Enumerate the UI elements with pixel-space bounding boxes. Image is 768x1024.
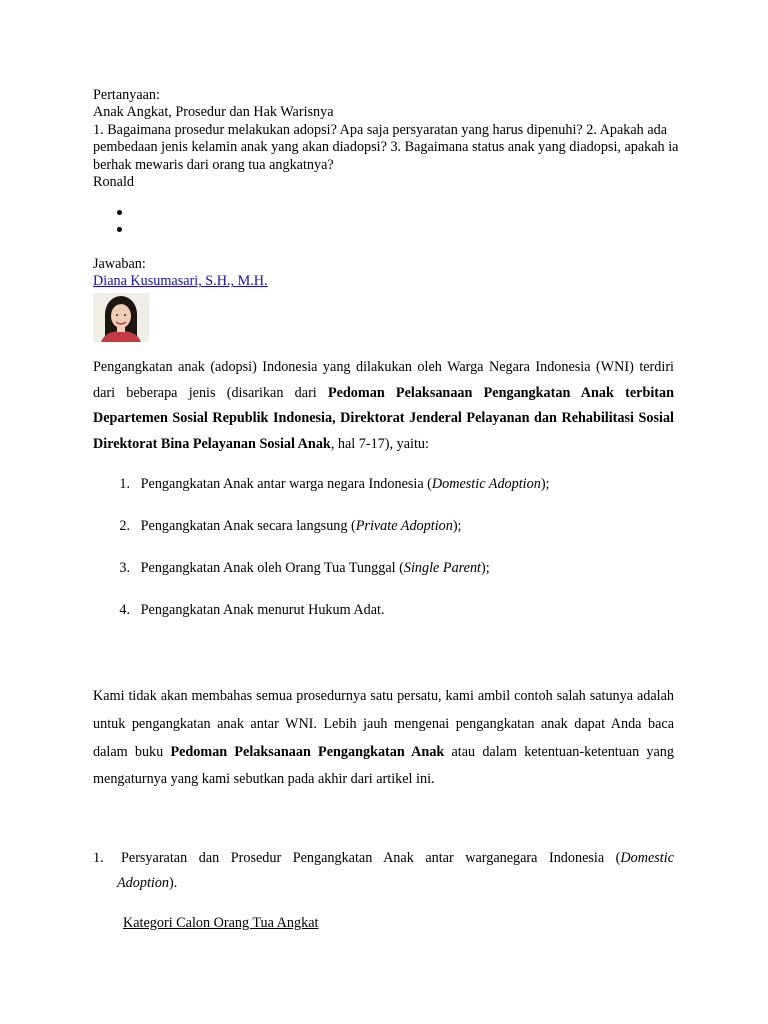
list-item: 3. Pengangkatan Anak oleh Orang Tua Tunggal (Single Parent); <box>119 560 490 576</box>
intro-text-end: , hal 7-17), yaitu: <box>330 435 429 452</box>
intro-text: Pengangkatan anak (adopsi) Indonesia yang dilakukan oleh Warga Negara Indonesia (WNI) terdiri dari beberapa jenis (disarikan dari <box>93 359 674 401</box>
adoption-types-list <box>93 474 674 642</box>
list-item: 4. Pengangkatan Anak menurut Hukum Adat. <box>119 602 385 618</box>
question-title: Anak Angkat, Prosedur dan Hak Warisnya <box>93 104 334 121</box>
answer-block <box>93 256 268 291</box>
question-block <box>93 87 683 191</box>
list-item: 2. Pengangkatan Anak secara langsung (Private Adoption); <box>119 518 462 534</box>
answer-heading: Jawaban: <box>93 256 146 272</box>
section-heading-1: 1. Persyaratan dan Prosedur Pengangkatan Anak antar warganegara Indonesia (Domestic Adoption). <box>93 846 674 896</box>
scope-book-bold: Pedoman Pelaksanaan Pengangkatan Anak <box>170 743 445 760</box>
scope-text-end: atau dalam ketentuan-ketentuan yang mengaturnya yang kami sebutkan pada akhir dari artikel ini. <box>93 743 674 788</box>
author-photo-icon <box>93 293 149 342</box>
section-number: 1. <box>93 850 104 866</box>
scope-text: Kami tidak akan membahas semua prosedurnya satu persatu, kami ambil contoh salah satunya adalah untuk pengangkatan anak antar WNI. Lebih jauh mengenai pengangkatan anak dapat Anda baca dalam buku <box>93 688 674 760</box>
question-body: 1. Bagaimana prosedur melakukan adopsi? Apa saja persyaratan yang harus dipenuhi? 2. Apakah ada pembedaan jenis kelamin anak yang akan diadopsi? 3. Bagaimana status anak yang diadopsi, apakah ia berhak mewaris dari orang tua angkatnya? <box>93 121 679 173</box>
question-heading: Pertanyaan: <box>93 87 160 103</box>
intro-source-bold: Pedoman Pelaksanaan Pengangkatan Anak terbitan Departemen Sosial Republik Indonesia, Direktorat Jenderal Pelayanan dan Rehabilitasi Sosial Direktorat Bina Pelayanan Sosial Anak <box>93 384 674 452</box>
list-item: 1. Pengangkatan Anak antar warga negara Indonesia (Domestic Adoption); <box>119 476 550 492</box>
author-avatar <box>93 293 149 342</box>
subheading-kategori: Kategori Calon Orang Tua Angkat <box>123 915 319 931</box>
question-asker: Ronald <box>93 174 134 191</box>
scope-paragraph <box>93 683 674 794</box>
section-title: Persyaratan dan Prosedur Pengangkatan Anak antar warganegara Indonesia ( <box>121 850 621 866</box>
author-link[interactable]: Diana Kusumasari, S.H., M.H. <box>93 273 268 290</box>
intro-paragraph <box>93 355 674 457</box>
